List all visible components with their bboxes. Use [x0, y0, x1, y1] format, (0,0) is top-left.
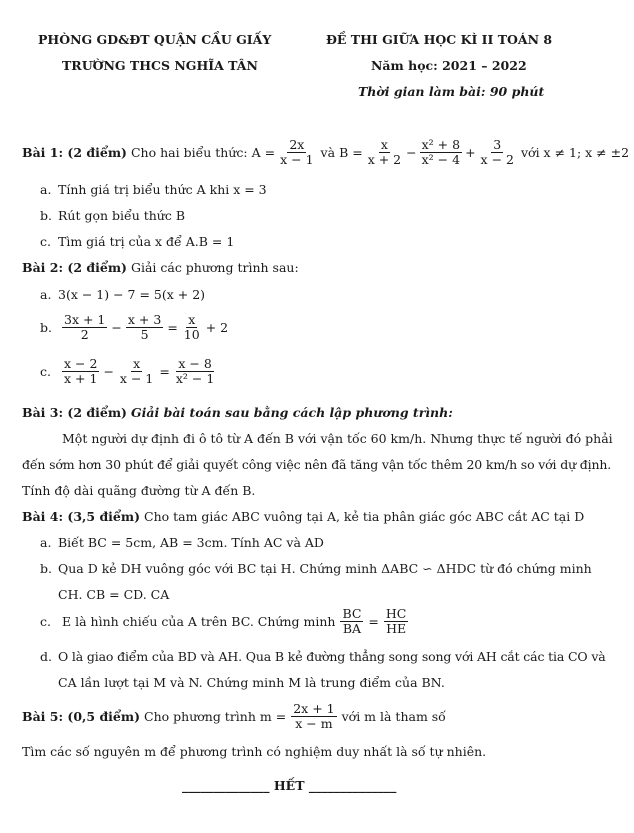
item-label: a.	[40, 182, 52, 197]
item-text: O là giao điểm của BD và AH. Qua B kẻ đường thẳng song song với AH cắt các tia CO và	[58, 649, 606, 664]
frac-num: 3	[493, 137, 502, 152]
bai1-intro: Cho hai biểu thức:	[130, 145, 248, 161]
frac-den: BA	[342, 621, 362, 637]
and-word: và	[320, 145, 336, 161]
bai5-para: Tìm các số nguyên m để phương trình có nghiệm duy nhất là số tự nhiên.	[22, 744, 487, 759]
frac	[62, 357, 99, 387]
bai3-intro: Giải bài toán sau bằng cách lập phương trình:	[130, 405, 453, 420]
expr-A	[252, 138, 317, 168]
bai2-title: Bài 2: (2 điểm)	[22, 260, 127, 275]
item-label: b.	[40, 320, 52, 336]
bai5-title: Bài 5: (0,5 điểm)	[22, 709, 141, 725]
op: −	[406, 145, 417, 161]
bai3-heading	[22, 405, 453, 420]
frac-b3	[479, 138, 516, 168]
item-label: d.	[40, 649, 52, 664]
frac-num: x + 3	[127, 312, 162, 327]
bai1-item-b	[40, 208, 185, 223]
bai5-intro: Cho phương trình	[144, 709, 256, 725]
frac-den: x − 2	[480, 152, 514, 168]
bai5-tail: với m là tham số	[341, 709, 446, 725]
frac	[126, 313, 163, 343]
end-marker: ______________ HẾT ______________	[182, 778, 397, 793]
bai1-item-a	[40, 182, 267, 197]
frac	[118, 357, 155, 387]
bai4-item-a	[40, 535, 324, 550]
op: +	[465, 145, 476, 161]
op: −	[111, 320, 122, 336]
frac	[291, 702, 336, 732]
frac-den: x − 1	[280, 152, 314, 168]
frac-den: x² − 1	[175, 371, 215, 387]
bai3-title: Bài 3: (2 điểm)	[22, 405, 127, 420]
item-text: Tính giá trị biểu thức A khi x = 3	[58, 182, 267, 197]
frac-den: 2	[80, 327, 89, 343]
school-year: Năm học: 2021 – 2022	[371, 58, 527, 73]
op: =	[368, 614, 379, 630]
frac-num: 3x + 1	[64, 312, 106, 327]
bai1-heading	[22, 138, 629, 168]
item-text: Qua D kẻ DH vuông góc với BC tại H. Chứng minh ΔABC ∽ ΔHDC từ đó chứng minh	[58, 561, 592, 576]
frac-den: x − m	[295, 716, 333, 732]
equation: 3(x − 1) − 7 = 5(x + 2)	[58, 287, 206, 302]
bai4-item-b	[40, 561, 592, 576]
frac-den: x + 1	[64, 371, 98, 387]
frac-den: HE	[386, 621, 407, 637]
frac-num: x − 8	[178, 356, 212, 371]
bai2-item-a	[40, 287, 205, 302]
frac-num: HC	[385, 606, 407, 621]
frac-num: x² + 8	[421, 137, 461, 152]
frac-den: 5	[140, 327, 149, 343]
frac	[340, 607, 363, 637]
item-text: Tìm giá trị của x để A.B = 1	[58, 234, 235, 249]
item-label: a.	[40, 287, 52, 302]
exam-duration: Thời gian làm bài: 90 phút	[358, 84, 545, 99]
frac-den: x − 1	[119, 371, 154, 387]
frac-den: 10	[183, 327, 200, 343]
m-lhs: m =	[259, 709, 287, 725]
frac	[384, 607, 408, 637]
bai2-intro: Giải các phương trình sau:	[130, 260, 299, 275]
item-label: c.	[40, 614, 51, 630]
op: =	[167, 320, 178, 336]
bai4-item-d	[40, 649, 606, 664]
item-label: b.	[40, 561, 52, 576]
bai3-para-1: Một người dự định đi ô tô từ A đến B với vận tốc 60 km/h. Nhưng thực tế người đó phải	[62, 431, 613, 446]
frac-den: x + 2	[367, 152, 402, 168]
bai1-title: Bài 1: (2 điểm)	[22, 145, 127, 161]
op: =	[159, 364, 170, 380]
bai4-item-d-cont: CA lần lượt tại M và N. Chứng minh M là trung điểm của BN.	[58, 675, 445, 690]
item-label: a.	[40, 535, 52, 550]
bai2-item-c	[40, 357, 217, 387]
item-label: b.	[40, 208, 52, 223]
bai4-item-b-cont: CH. CB = CD. CA	[58, 587, 170, 602]
bai4-item-c	[40, 607, 409, 637]
bai2-heading	[22, 260, 299, 275]
frac-num: 2x + 1	[293, 701, 335, 716]
bai1-condition: với x ≠ 1; x ≠ ±2	[520, 145, 630, 161]
frac-num: BC	[342, 606, 362, 621]
frac-a	[278, 138, 315, 168]
expr-B	[339, 138, 517, 168]
b-lhs: B =	[339, 145, 363, 161]
frac-num: 2x	[289, 137, 305, 152]
bai4-heading	[22, 509, 584, 524]
frac-b1	[366, 138, 403, 168]
a-lhs: A =	[251, 145, 276, 161]
op: + 2	[205, 320, 229, 336]
frac-num: x	[188, 312, 196, 327]
frac-num: x	[133, 356, 141, 371]
item-text: Biết BC = 5cm, AB = 3cm. Tính AC và AD	[58, 535, 324, 550]
frac	[62, 313, 107, 343]
frac-num: x − 2	[64, 356, 98, 371]
bai3-para-2: đến sớm hơn 30 phút để giải quyết công việc nên đã tăng vận tốc thêm 20 km/h so với dự định.	[22, 457, 612, 472]
dept-name: PHÒNG GD&ĐT QUẬN CẦU GIẤY	[38, 32, 272, 47]
bai4-title: Bài 4: (3,5 điểm)	[22, 509, 141, 524]
bai2-item-b	[40, 313, 228, 343]
op: −	[103, 364, 114, 380]
frac-b2	[420, 138, 462, 168]
bai4-intro: Cho tam giác ABC vuông tại A, kẻ tia phân giác góc ABC cắt AC tại D	[144, 509, 585, 524]
item-text: E là hình chiếu của A trên BC. Chứng minh	[62, 614, 336, 630]
bai5-heading	[22, 702, 446, 732]
frac	[182, 313, 202, 343]
item-text: Rút gọn biểu thức B	[58, 208, 186, 223]
frac	[174, 357, 216, 387]
frac-den: x² − 4	[421, 152, 461, 168]
frac-num: x	[380, 137, 388, 152]
item-label: c.	[40, 234, 51, 249]
exam-title: ĐỀ THI GIỮA HỌC KÌ II TOÁN 8	[326, 32, 553, 47]
school-name: TRƯỜNG THCS NGHĨA TÂN	[62, 58, 258, 73]
bai3-para-3: Tính độ dài quãng đường từ A đến B.	[22, 483, 256, 498]
item-label: c.	[40, 364, 51, 380]
bai1-item-c	[40, 234, 234, 249]
